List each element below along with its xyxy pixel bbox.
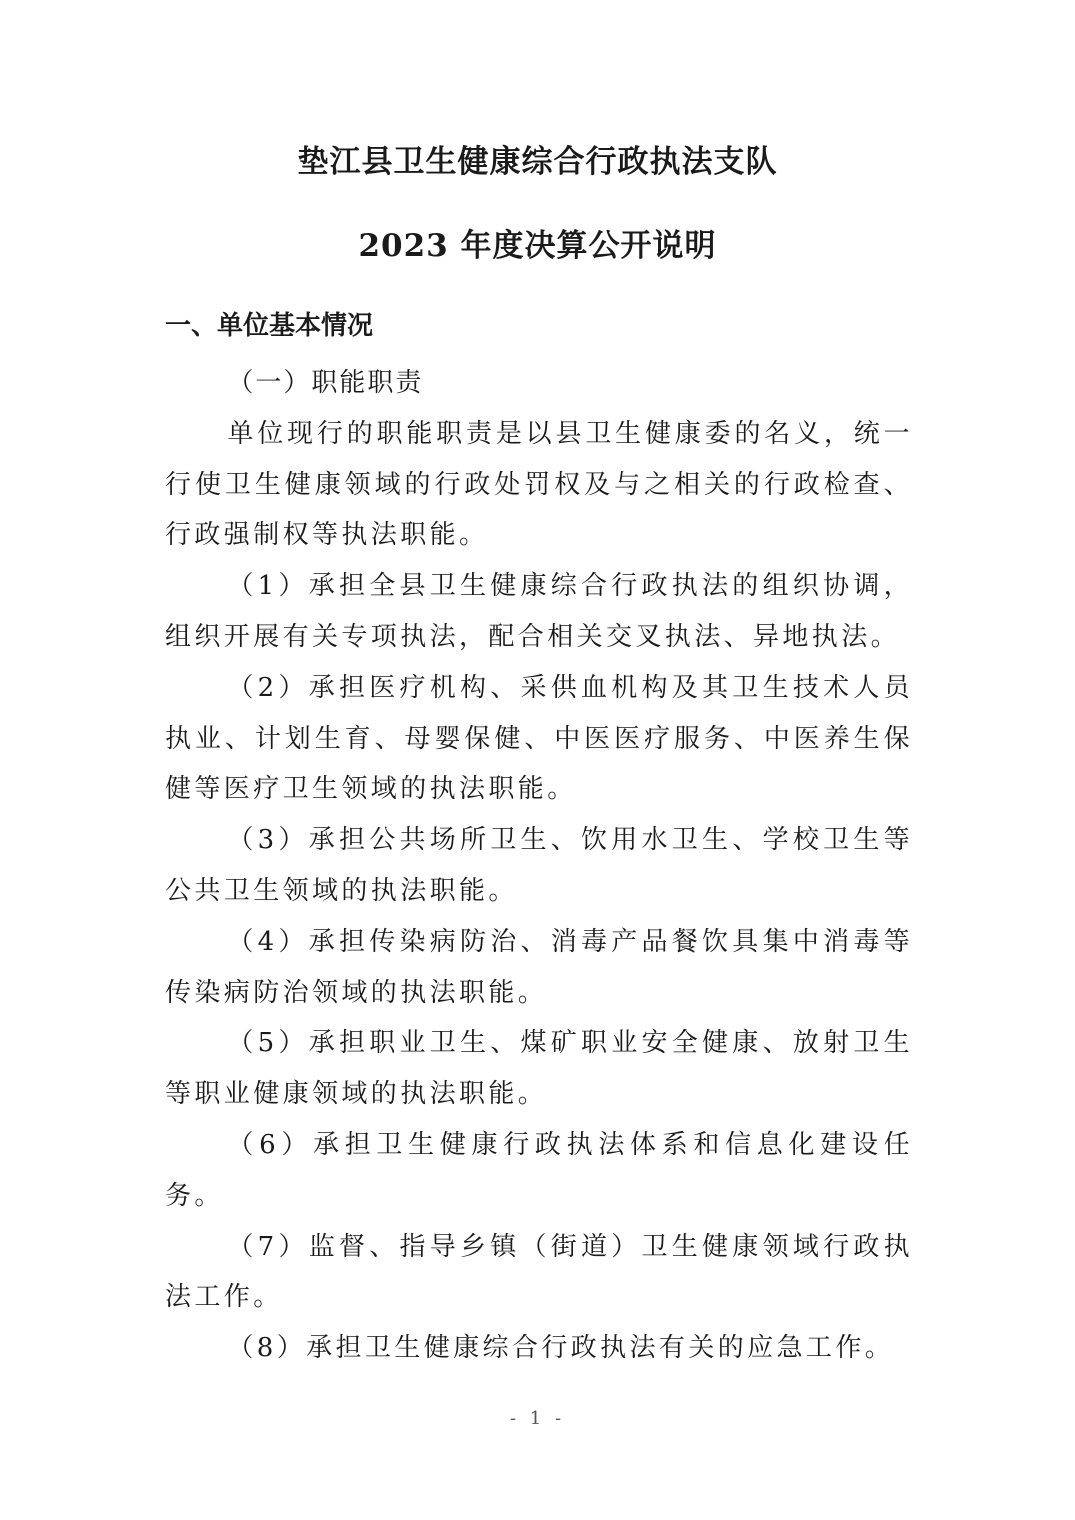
paragraph-intro: 单位现行的职能职责是以县卫生健康委的名义，统一行使卫生健康领域的行政处罚权及与之相关的行政检查、行政强制权等执法职能。 [165,418,913,551]
paragraph-item-4: （4）承担传染病防治、消毒产品餐饮具集中消毒等传染病防治领域的执法职能。 [165,926,913,1008]
page-number: - 1 - [509,1408,566,1429]
sub-heading: （一）职能职责 [227,368,424,398]
document-title-line2: 2023 年度决算公开说明 [358,228,717,264]
paragraph-item-3: （3）承担公共场所卫生、饮用水卫生、学校卫生等公共卫生领域的执法职能。 [165,825,913,906]
document-body [165,358,913,1374]
paragraph-item-8: （8）承担卫生健康综合行政执法有关的应急工作。 [227,1333,895,1364]
paragraph-item-7: （7）监督、指导乡镇（街道）卫生健康领域行政执法工作。 [165,1231,913,1313]
paragraph-item-1: （1）承担全县卫生健康综合行政执法的组织协调，组织开展有关专项执法，配合相关交叉执法、异地执法。 [165,571,913,652]
paragraph-item-5: （5）承担职业卫生、煤矿职业安全健康、放射卫生等职业健康领域的执法职能。 [165,1028,913,1110]
paragraph-item-2: （2）承担医疗机构、采供血机构及其卫生技术人员执业、计划生育、母婴保健、中医医疗服务、中医养生保健等医疗卫生领域的执法职能。 [165,672,913,805]
paragraph-item-6: （6）承担卫生健康行政执法体系和信息化建设任务。 [165,1129,913,1211]
section-heading: 一、单位基本情况 [165,311,374,341]
document-title-line1: 垫江县卫生健康综合行政执法支队 [297,144,778,180]
